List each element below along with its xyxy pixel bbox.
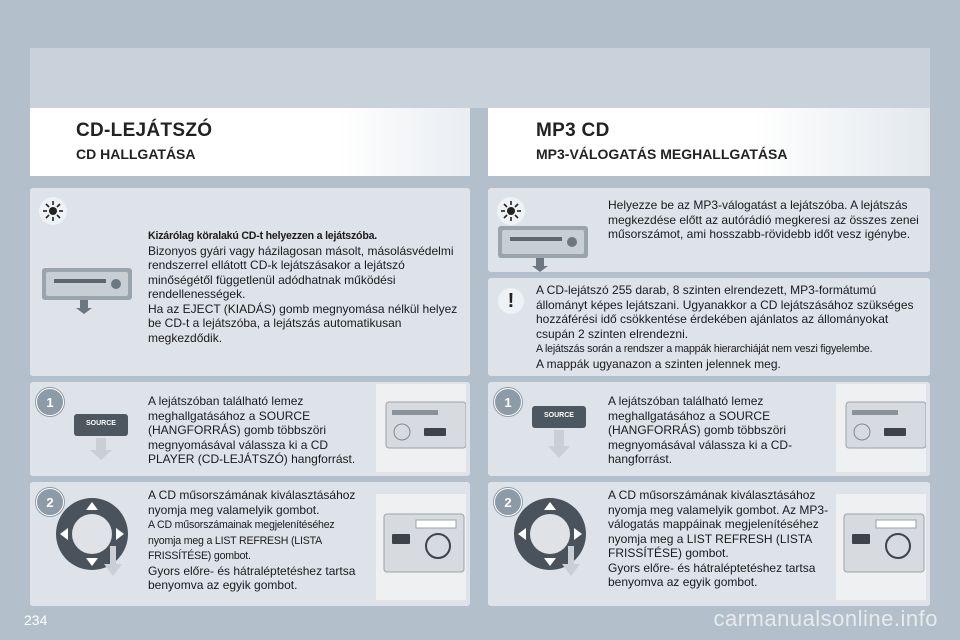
right-source-label: SOURCE — [544, 412, 574, 419]
right-step2-para: A CD műsorszámának kiválasztásához nyomja meg valamelyik gombot. Az MP3-válogatás mappáinak megjelenítéséhez nyomja meg a LIST REFRESH (LISTA FRISSÍTÉSE) gombot. — [608, 488, 829, 560]
left-intro-para2: Ha az EJECT (KIADÁS) gomb megnyomása nélkül helyez be CD-t a lejátszóba, a lejátszás automatikusan megkezdődik. — [148, 301, 458, 345]
exclamation-glyph: ! — [507, 289, 515, 312]
left-step1-text: A lejátszóban található lemez meghallgatásához a SOURCE (HANGFORRÁS) gomb többszöri megnyomásával válassza ki a CD PLAYER (CD-LEJÁTSZÓ) hangforrást. — [148, 394, 356, 466]
right-step2-para2: Gyors előre- és hátraléptetéshez tartsa benyomva az egyik gombot. — [608, 560, 816, 589]
page-number: 234 — [24, 612, 48, 628]
cd-player-illustration — [40, 264, 134, 314]
right-header — [488, 108, 930, 176]
right-warning-para: A CD-lejátszó 255 darab, 8 szinten elrendezett, MP3-formátumú állományt képes lejátszani. Ugyanakkor a CD lejátszásához szükséges hozzáférési idő csökkentése érdekében ajánlatos az állományokat csupán 2 szinten elrendezni. — [536, 283, 914, 341]
left-step2-small: A CD műsorszámainak megjelenítéséhez nyomja meg a LIST REFRESH (LISTA FRISSÍTÉSE) gombot. — [148, 519, 335, 562]
right-step1-badge: 1 — [494, 388, 522, 416]
right-subtitle: MP3-VÁLOGATÁS MEGHALLGATÁSA — [536, 146, 788, 162]
left-dpad-illustration — [54, 494, 134, 580]
left-step2-badge: 2 — [36, 488, 64, 516]
left-source-button — [72, 412, 130, 460]
right-warning-small: A lejátszás során a rendszer a mappák hierarchiáját nem veszi figyelembe. — [536, 343, 873, 355]
right-step2-text — [608, 488, 830, 590]
right-intro-text: Helyezze be az MP3-válogatást a lejátszóba. A lejátszás megkezdése előtt az autórádió megkeresi az összes zenei műsorszámot, ami hosszabb-rövidebb időt vesz igénybe. — [608, 198, 919, 241]
cd-player-illustration-right — [496, 222, 590, 272]
left-subtitle: CD HALLGATÁSA — [76, 146, 196, 162]
right-source-button — [530, 404, 588, 460]
watermark: carmanualsonline.info — [713, 606, 938, 631]
right-step1-text: A lejátszóban található lemez meghallgatásához a SOURCE (HANGFORRÁS) gomb többszöri megnyomásával válassza ki a CD-hangforrást. — [608, 394, 793, 466]
left-step2-text — [148, 488, 370, 593]
right-warning-text — [536, 283, 926, 371]
left-step2-para: A CD műsorszámának kiválasztásához nyomja meg valamelyik gombot. — [148, 488, 356, 517]
left-intro-bold: Kizárólag köralakú CD-t helyezzen a lejátszóba. — [148, 230, 378, 242]
left-header-shade — [30, 108, 470, 176]
left-step2-para2: Gyors előre- és hátraléptetéshez tartsa benyomva az egyik gombot. — [148, 563, 356, 592]
right-radio-unit-2 — [836, 494, 926, 600]
left-source-label: SOURCE — [86, 420, 116, 427]
top-band — [30, 48, 930, 108]
left-radio-unit-2 — [376, 494, 466, 600]
left-intro-text — [148, 228, 464, 345]
left-intro-para: Bizonyos gyári vagy házilagosan másolt, másolásvédelmi rendszerrel ellátott CD-k lejátszásakor a lejátszó minőségétől függetlenül adódhatnak működési rendellenességek. — [148, 243, 454, 301]
left-title: CD-LEJÁTSZÓ — [76, 120, 213, 141]
right-dpad-illustration — [512, 494, 592, 580]
right-title: MP3 CD — [536, 120, 610, 141]
sun-tip-icon — [38, 196, 68, 226]
right-radio-unit-1 — [836, 384, 926, 472]
right-warning-para2: A mappák ugyanazon a szinten jelennek meg. — [536, 356, 781, 371]
left-step1-badge: 1 — [36, 388, 64, 416]
exclamation-icon — [498, 288, 524, 314]
left-radio-unit-1 — [376, 384, 466, 472]
right-step2-badge: 2 — [494, 488, 522, 516]
